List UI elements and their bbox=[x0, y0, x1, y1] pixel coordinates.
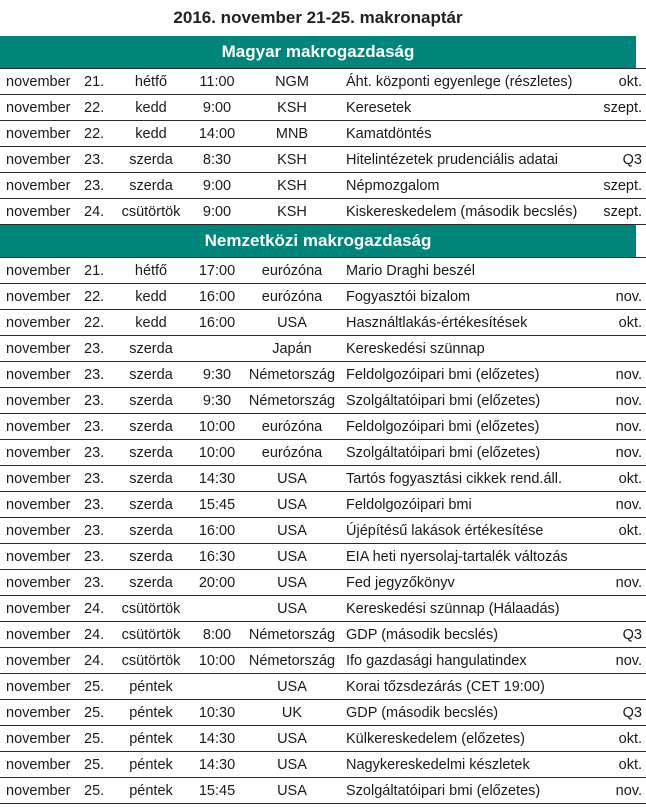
time-cell: 9:00 bbox=[190, 199, 244, 225]
table-row bbox=[0, 121, 646, 147]
section-hungarian bbox=[0, 36, 642, 225]
event-cell: Mario Draghi beszél bbox=[340, 258, 598, 284]
time-cell: 8:30 bbox=[190, 147, 244, 173]
day-cell: 21. bbox=[84, 69, 112, 95]
weekday-cell: péntek bbox=[112, 700, 190, 726]
time-cell: 10:30 bbox=[190, 700, 244, 726]
month-cell: november bbox=[0, 173, 84, 199]
period-cell: szept. bbox=[598, 199, 646, 225]
table-row bbox=[0, 310, 646, 336]
table-row bbox=[0, 362, 646, 388]
month-cell: november bbox=[0, 121, 84, 147]
event-cell: EIA heti nyersolaj-tartalék változás bbox=[340, 544, 598, 570]
weekday-cell: kedd bbox=[112, 121, 190, 147]
day-cell: 23. bbox=[84, 492, 112, 518]
period-cell bbox=[598, 544, 646, 570]
event-cell: Fed jegyzőkönyv bbox=[340, 570, 598, 596]
source-cell: MNB bbox=[244, 121, 340, 147]
weekday-cell: kedd bbox=[112, 284, 190, 310]
table-row bbox=[0, 648, 646, 674]
time-cell: 14:30 bbox=[190, 752, 244, 778]
weekday-cell: szerda bbox=[112, 440, 190, 466]
weekday-cell: csütörtök bbox=[112, 648, 190, 674]
time-cell: 20:00 bbox=[190, 570, 244, 596]
time-cell: 14:00 bbox=[190, 121, 244, 147]
time-cell: 14:30 bbox=[190, 466, 244, 492]
month-cell: november bbox=[0, 492, 84, 518]
day-cell: 24. bbox=[84, 648, 112, 674]
time-cell: 9:30 bbox=[190, 388, 244, 414]
weekday-cell: csütörtök bbox=[112, 622, 190, 648]
table-row bbox=[0, 726, 646, 752]
weekday-cell: szerda bbox=[112, 544, 190, 570]
day-cell: 25. bbox=[84, 700, 112, 726]
month-cell: november bbox=[0, 570, 84, 596]
period-cell bbox=[598, 258, 646, 284]
source-cell: Németország bbox=[244, 648, 340, 674]
weekday-cell: csütörtök bbox=[112, 199, 190, 225]
source-cell: eurózóna bbox=[244, 440, 340, 466]
day-cell: 23. bbox=[84, 440, 112, 466]
weekday-cell: péntek bbox=[112, 752, 190, 778]
weekday-cell: kedd bbox=[112, 95, 190, 121]
source-cell: USA bbox=[244, 518, 340, 544]
event-cell: Feldolgozóipari bmi (előzetes) bbox=[340, 362, 598, 388]
time-cell: 16:00 bbox=[190, 310, 244, 336]
weekday-cell: szerda bbox=[112, 492, 190, 518]
source-cell: USA bbox=[244, 778, 340, 804]
calendar-table bbox=[0, 68, 646, 225]
time-cell: 10:00 bbox=[190, 414, 244, 440]
page-title: 2016. november 21-25. makronaptár bbox=[173, 8, 463, 27]
day-cell: 23. bbox=[84, 362, 112, 388]
table-row bbox=[0, 336, 646, 362]
period-cell: szept. bbox=[598, 95, 646, 121]
time-cell: 9:00 bbox=[190, 173, 244, 199]
table-row bbox=[0, 414, 646, 440]
weekday-cell: hétfő bbox=[112, 69, 190, 95]
table-row bbox=[0, 258, 646, 284]
day-cell: 25. bbox=[84, 752, 112, 778]
day-cell: 23. bbox=[84, 173, 112, 199]
period-cell: nov. bbox=[598, 492, 646, 518]
weekday-cell: szerda bbox=[112, 173, 190, 199]
time-cell: 10:00 bbox=[190, 440, 244, 466]
section-international bbox=[0, 225, 642, 804]
table-row bbox=[0, 388, 646, 414]
weekday-cell: kedd bbox=[112, 310, 190, 336]
month-cell: november bbox=[0, 752, 84, 778]
weekday-cell: szerda bbox=[112, 362, 190, 388]
period-cell: nov. bbox=[598, 414, 646, 440]
source-cell: eurózóna bbox=[244, 414, 340, 440]
period-cell: okt. bbox=[598, 726, 646, 752]
table-row bbox=[0, 778, 646, 804]
event-cell: Szolgáltatóipari bmi (előzetes) bbox=[340, 778, 598, 804]
period-cell bbox=[598, 336, 646, 362]
source-cell: USA bbox=[244, 752, 340, 778]
weekday-cell: szerda bbox=[112, 518, 190, 544]
day-cell: 22. bbox=[84, 95, 112, 121]
table-row bbox=[0, 95, 646, 121]
source-cell: USA bbox=[244, 492, 340, 518]
event-cell: Ifo gazdasági hangulatindex bbox=[340, 648, 598, 674]
period-cell bbox=[598, 596, 646, 622]
period-cell: Q3 bbox=[598, 622, 646, 648]
month-cell: november bbox=[0, 362, 84, 388]
source-cell: Németország bbox=[244, 362, 340, 388]
source-cell: UK bbox=[244, 700, 340, 726]
day-cell: 25. bbox=[84, 726, 112, 752]
day-cell: 24. bbox=[84, 199, 112, 225]
weekday-cell: szerda bbox=[112, 147, 190, 173]
time-cell bbox=[190, 596, 244, 622]
period-cell: nov. bbox=[598, 362, 646, 388]
source-cell: KSH bbox=[244, 95, 340, 121]
month-cell: november bbox=[0, 414, 84, 440]
day-cell: 23. bbox=[84, 147, 112, 173]
period-cell: okt. bbox=[598, 466, 646, 492]
table-row bbox=[0, 440, 646, 466]
day-cell: 25. bbox=[84, 674, 112, 700]
period-cell bbox=[598, 121, 646, 147]
month-cell: november bbox=[0, 778, 84, 804]
weekday-cell: péntek bbox=[112, 674, 190, 700]
source-cell: USA bbox=[244, 466, 340, 492]
period-cell: nov. bbox=[598, 648, 646, 674]
period-cell: okt. bbox=[598, 310, 646, 336]
time-cell: 17:00 bbox=[190, 258, 244, 284]
time-cell: 16:00 bbox=[190, 284, 244, 310]
event-cell: GDP (második becslés) bbox=[340, 622, 598, 648]
weekday-cell: péntek bbox=[112, 778, 190, 804]
month-cell: november bbox=[0, 466, 84, 492]
month-cell: november bbox=[0, 258, 84, 284]
period-cell bbox=[598, 674, 646, 700]
table-row bbox=[0, 492, 646, 518]
table-row bbox=[0, 622, 646, 648]
period-cell: okt. bbox=[598, 752, 646, 778]
source-cell: eurózóna bbox=[244, 258, 340, 284]
source-cell: USA bbox=[244, 544, 340, 570]
month-cell: november bbox=[0, 518, 84, 544]
source-cell: KSH bbox=[244, 199, 340, 225]
source-cell: USA bbox=[244, 726, 340, 752]
day-cell: 24. bbox=[84, 622, 112, 648]
day-cell: 23. bbox=[84, 336, 112, 362]
time-cell: 16:30 bbox=[190, 544, 244, 570]
time-cell bbox=[190, 336, 244, 362]
source-cell: USA bbox=[244, 570, 340, 596]
event-cell: Keresetek bbox=[340, 95, 598, 121]
event-cell: Áht. központi egyenlege (részletes) bbox=[340, 69, 598, 95]
day-cell: 23. bbox=[84, 518, 112, 544]
event-cell: Népmozgalom bbox=[340, 173, 598, 199]
period-cell: nov. bbox=[598, 570, 646, 596]
weekday-cell: csütörtök bbox=[112, 596, 190, 622]
month-cell: november bbox=[0, 700, 84, 726]
month-cell: november bbox=[0, 336, 84, 362]
period-cell: okt. bbox=[598, 518, 646, 544]
weekday-cell: szerda bbox=[112, 414, 190, 440]
event-cell: Feldolgozóipari bmi (előzetes) bbox=[340, 414, 598, 440]
period-cell: okt. bbox=[598, 69, 646, 95]
time-cell: 9:30 bbox=[190, 362, 244, 388]
day-cell: 23. bbox=[84, 466, 112, 492]
event-cell: Újépítésű lakások értékesítése bbox=[340, 518, 598, 544]
period-cell: nov. bbox=[598, 284, 646, 310]
table-row bbox=[0, 199, 646, 225]
day-cell: 23. bbox=[84, 544, 112, 570]
month-cell: november bbox=[0, 388, 84, 414]
time-cell: 14:30 bbox=[190, 726, 244, 752]
day-cell: 22. bbox=[84, 310, 112, 336]
source-cell: Németország bbox=[244, 622, 340, 648]
month-cell: november bbox=[0, 622, 84, 648]
event-cell: Szolgáltatóipari bmi (előzetes) bbox=[340, 388, 598, 414]
table-row bbox=[0, 173, 646, 199]
source-cell: USA bbox=[244, 310, 340, 336]
event-cell: Hitelintézetek prudenciális adatai bbox=[340, 147, 598, 173]
period-cell: Q3 bbox=[598, 700, 646, 726]
section-heading: Nemzetközi makrogazdaság bbox=[0, 225, 636, 257]
table-row bbox=[0, 284, 646, 310]
month-cell: november bbox=[0, 544, 84, 570]
weekday-cell: péntek bbox=[112, 726, 190, 752]
event-cell: Kereskedési szünnap (Hálaadás) bbox=[340, 596, 598, 622]
event-cell: GDP (második becslés) bbox=[340, 700, 598, 726]
month-cell: november bbox=[0, 95, 84, 121]
month-cell: november bbox=[0, 726, 84, 752]
weekday-cell: szerda bbox=[112, 336, 190, 362]
period-cell: nov. bbox=[598, 388, 646, 414]
event-cell: Kiskereskedelem (második becslés) bbox=[340, 199, 598, 225]
table-row bbox=[0, 752, 646, 778]
table-row bbox=[0, 674, 646, 700]
month-cell: november bbox=[0, 674, 84, 700]
source-cell: USA bbox=[244, 596, 340, 622]
weekday-cell: szerda bbox=[112, 570, 190, 596]
month-cell: november bbox=[0, 69, 84, 95]
table-row bbox=[0, 596, 646, 622]
event-cell: Külkereskedelem (előzetes) bbox=[340, 726, 598, 752]
calendar-table bbox=[0, 257, 646, 804]
section-heading: Magyar makrogazdaság bbox=[0, 36, 636, 68]
source-cell: NGM bbox=[244, 69, 340, 95]
table-row bbox=[0, 700, 646, 726]
time-cell: 10:00 bbox=[190, 648, 244, 674]
event-cell: Fogyasztói bizalom bbox=[340, 284, 598, 310]
day-cell: 24. bbox=[84, 596, 112, 622]
day-cell: 25. bbox=[84, 778, 112, 804]
table-row bbox=[0, 466, 646, 492]
event-cell: Kamatdöntés bbox=[340, 121, 598, 147]
month-cell: november bbox=[0, 310, 84, 336]
weekday-cell: szerda bbox=[112, 466, 190, 492]
day-cell: 22. bbox=[84, 284, 112, 310]
event-cell: Nagykereskedelmi készletek bbox=[340, 752, 598, 778]
weekday-cell: szerda bbox=[112, 388, 190, 414]
period-cell: szept. bbox=[598, 173, 646, 199]
time-cell: 15:45 bbox=[190, 778, 244, 804]
period-cell: nov. bbox=[598, 440, 646, 466]
time-cell: 16:00 bbox=[190, 518, 244, 544]
month-cell: november bbox=[0, 648, 84, 674]
table-row bbox=[0, 69, 646, 95]
weekday-cell: hétfő bbox=[112, 258, 190, 284]
table-row bbox=[0, 518, 646, 544]
time-cell: 8:00 bbox=[190, 622, 244, 648]
period-cell: Q3 bbox=[598, 147, 646, 173]
month-cell: november bbox=[0, 147, 84, 173]
time-cell: 15:45 bbox=[190, 492, 244, 518]
table-row bbox=[0, 147, 646, 173]
month-cell: november bbox=[0, 596, 84, 622]
time-cell: 11:00 bbox=[190, 69, 244, 95]
source-cell: KSH bbox=[244, 147, 340, 173]
event-cell: Használtlakás-értékesítések bbox=[340, 310, 598, 336]
time-cell: 9:00 bbox=[190, 95, 244, 121]
event-cell: Szolgáltatóipari bmi (előzetes) bbox=[340, 440, 598, 466]
event-cell: Kereskedési szünnap bbox=[340, 336, 598, 362]
source-cell: KSH bbox=[244, 173, 340, 199]
table-row bbox=[0, 544, 646, 570]
source-cell: Japán bbox=[244, 336, 340, 362]
event-cell: Korai tőzsdezárás (CET 19:00) bbox=[340, 674, 598, 700]
time-cell bbox=[190, 674, 244, 700]
event-cell: Feldolgozóipari bmi bbox=[340, 492, 598, 518]
month-cell: november bbox=[0, 284, 84, 310]
day-cell: 23. bbox=[84, 388, 112, 414]
event-cell: Tartós fogyasztási cikkek rend.áll. bbox=[340, 466, 598, 492]
source-cell: eurózóna bbox=[244, 284, 340, 310]
month-cell: november bbox=[0, 440, 84, 466]
source-cell: USA bbox=[244, 674, 340, 700]
month-cell: november bbox=[0, 199, 84, 225]
day-cell: 21. bbox=[84, 258, 112, 284]
source-cell: Németország bbox=[244, 388, 340, 414]
day-cell: 23. bbox=[84, 414, 112, 440]
day-cell: 22. bbox=[84, 121, 112, 147]
period-cell: nov. bbox=[598, 778, 646, 804]
table-row bbox=[0, 570, 646, 596]
day-cell: 23. bbox=[84, 570, 112, 596]
